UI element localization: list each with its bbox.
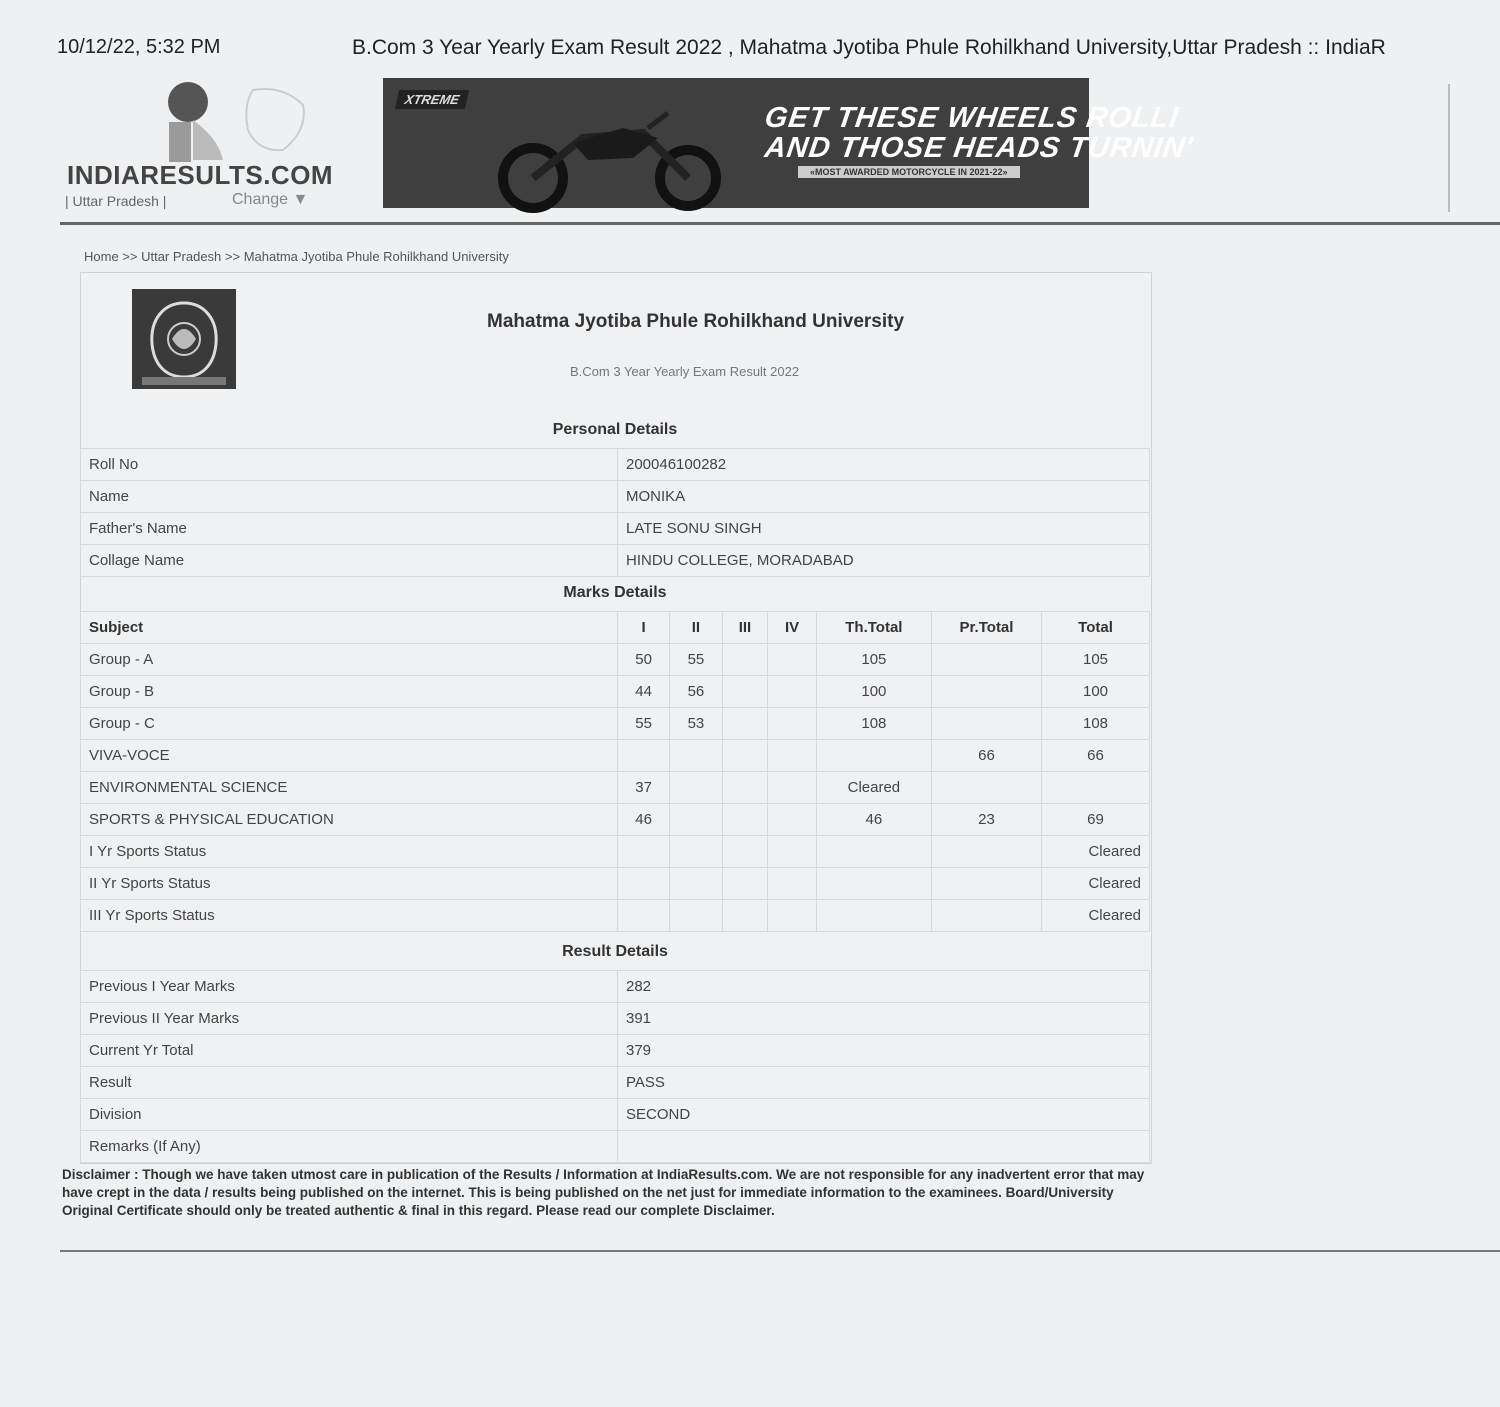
divider	[1448, 84, 1450, 212]
marks-cell: 46	[618, 804, 670, 836]
banner-headline-2: AND THOSE HEADS TURNIN'	[762, 132, 1196, 164]
marks-row	[81, 644, 1150, 676]
marks-cell	[618, 900, 670, 932]
current-state-label: | Uttar Pradesh |	[65, 193, 167, 209]
personal-detail-value: 200046100282	[618, 449, 1150, 481]
exam-name: B.Com 3 Year Yearly Exam Result 2022	[570, 364, 800, 379]
marks-cell: 53	[670, 708, 722, 740]
personal-detail-label: Father's Name	[81, 513, 618, 545]
banner-brand-logo: XTREME	[395, 90, 469, 109]
personal-detail-row	[81, 449, 1150, 481]
site-logo-text[interactable]: INDIARESULTS.COM	[67, 160, 334, 190]
marks-cell: 44	[618, 676, 670, 708]
personal-detail-value: MONIKA	[618, 481, 1150, 513]
result-details-heading: Result Details	[562, 943, 668, 960]
result-detail-row	[81, 1003, 1150, 1035]
marks-cell	[768, 804, 816, 836]
marks-cell	[722, 644, 768, 676]
result-detail-value: PASS	[618, 1067, 1150, 1099]
result-detail-value: 379	[618, 1035, 1150, 1067]
marks-cell	[722, 708, 768, 740]
marks-subject: ENVIRONMENTAL SCIENCE	[81, 772, 618, 804]
personal-details-heading: Personal Details	[552, 421, 678, 438]
marks-cell	[931, 644, 1041, 676]
result-detail-value: 391	[618, 1003, 1150, 1035]
personal-detail-row	[81, 481, 1150, 513]
result-detail-label: Remarks (If Any)	[81, 1131, 618, 1163]
marks-cell: Cleared	[1042, 868, 1150, 900]
marks-subject: I Yr Sports Status	[81, 836, 618, 868]
marks-cell	[931, 676, 1041, 708]
marks-cell	[670, 772, 722, 804]
marks-cell	[931, 868, 1041, 900]
marks-cell: 100	[816, 676, 931, 708]
result-detail-value	[618, 1131, 1150, 1163]
marks-cell	[670, 804, 722, 836]
marks-subject: Group - C	[81, 708, 618, 740]
marks-cell	[1042, 772, 1150, 804]
marks-cell	[768, 740, 816, 772]
marks-cell	[670, 868, 722, 900]
marks-cell	[722, 740, 768, 772]
marks-cell: 105	[1042, 644, 1150, 676]
result-details-table	[80, 970, 1150, 1163]
banner-tagline: «MOST AWARDED MOTORCYCLE IN 2021-22»	[798, 166, 1020, 178]
marks-details-table	[80, 611, 1150, 932]
marks-cell	[768, 836, 816, 868]
breadcrumb[interactable]: Home >> Uttar Pradesh >> Mahatma Jyotiba Phule Rohilkhand University	[84, 249, 509, 264]
result-detail-label: Current Yr Total	[81, 1035, 618, 1067]
marks-cell	[768, 676, 816, 708]
personal-detail-value: HINDU COLLEGE, MORADABAD	[618, 545, 1150, 577]
change-state-link[interactable]: Change ▼	[232, 191, 309, 208]
marks-cell: 46	[816, 804, 931, 836]
marks-column-header: Subject	[81, 612, 618, 644]
marks-cell	[768, 708, 816, 740]
result-detail-row	[81, 1099, 1150, 1131]
marks-cell: 50	[618, 644, 670, 676]
result-detail-row	[81, 1035, 1150, 1067]
marks-cell: 108	[816, 708, 931, 740]
result-detail-label: Result	[81, 1067, 618, 1099]
marks-subject: Group - B	[81, 676, 618, 708]
page-title: B.Com 3 Year Yearly Exam Result 2022 , Mahatma Jyotiba Phule Rohilkhand University,Uttar Pradesh :: IndiaR	[352, 36, 1386, 59]
marks-row	[81, 772, 1150, 804]
marks-cell: 55	[670, 644, 722, 676]
result-detail-label: Previous II Year Marks	[81, 1003, 618, 1035]
marks-subject: SPORTS & PHYSICAL EDUCATION	[81, 804, 618, 836]
marks-cell: Cleared	[1042, 836, 1150, 868]
marks-cell: 55	[618, 708, 670, 740]
personal-detail-label: Roll No	[81, 449, 618, 481]
marks-cell: 56	[670, 676, 722, 708]
personal-details-table	[80, 448, 1150, 577]
banner-headline-1: GET THESE WHEELS ROLLI	[762, 102, 1181, 134]
marks-subject: VIVA-VOCE	[81, 740, 618, 772]
result-detail-label: Previous I Year Marks	[81, 971, 618, 1003]
marks-subject: III Yr Sports Status	[81, 900, 618, 932]
marks-cell	[670, 836, 722, 868]
marks-details-heading: Marks Details	[563, 584, 667, 601]
marks-subject: II Yr Sports Status	[81, 868, 618, 900]
marks-subject: Group - A	[81, 644, 618, 676]
personal-detail-row	[81, 513, 1150, 545]
marks-cell	[670, 900, 722, 932]
marks-row	[81, 836, 1150, 868]
personal-detail-label: Name	[81, 481, 618, 513]
marks-row	[81, 676, 1150, 708]
marks-cell: 100	[1042, 676, 1150, 708]
marks-column-header: Th.Total	[816, 612, 931, 644]
marks-column-header: III	[722, 612, 768, 644]
marks-row	[81, 900, 1150, 932]
marks-cell	[768, 900, 816, 932]
result-detail-label: Division	[81, 1099, 618, 1131]
result-detail-value: SECOND	[618, 1099, 1150, 1131]
marks-cell	[816, 740, 931, 772]
marks-row	[81, 868, 1150, 900]
footer-divider	[60, 1250, 1500, 1252]
marks-cell	[722, 900, 768, 932]
marks-cell: 69	[1042, 804, 1150, 836]
personal-detail-row	[81, 545, 1150, 577]
marks-cell	[768, 644, 816, 676]
motorcycle-icon	[473, 98, 733, 208]
result-detail-row	[81, 1131, 1150, 1163]
result-detail-row	[81, 1067, 1150, 1099]
marks-cell	[768, 868, 816, 900]
marks-cell	[670, 740, 722, 772]
marks-column-header: Pr.Total	[931, 612, 1041, 644]
marks-cell	[722, 676, 768, 708]
marks-row	[81, 740, 1150, 772]
marks-cell: Cleared	[816, 772, 931, 804]
marks-cell	[722, 836, 768, 868]
personal-detail-label: Collage Name	[81, 545, 618, 577]
print-datetime: 10/12/22, 5:32 PM	[57, 36, 221, 58]
marks-cell	[931, 836, 1041, 868]
result-detail-value: 282	[618, 971, 1150, 1003]
marks-row	[81, 804, 1150, 836]
header-divider	[60, 222, 1500, 225]
marks-cell	[618, 868, 670, 900]
ad-banner[interactable]	[383, 78, 1196, 208]
marks-cell	[618, 740, 670, 772]
marks-cell: 105	[816, 644, 931, 676]
marks-column-header: II	[670, 612, 722, 644]
marks-row	[81, 708, 1150, 740]
marks-cell	[722, 804, 768, 836]
marks-cell: 66	[931, 740, 1041, 772]
marks-cell: 108	[1042, 708, 1150, 740]
disclaimer-text: Disclaimer : Though we have taken utmost care in publication of the Results / Information at IndiaResults.com. We are not responsible for any inadvertent error that may have crept in the data / results being published on the internet. This is being published on the net just for immediate information to the examinees. Board/University Original Certificate should only be treated authentic & final in this regard. Please read our complete Disclaimer.	[62, 1167, 1145, 1218]
marks-cell: 23	[931, 804, 1041, 836]
marks-cell	[722, 772, 768, 804]
marks-column-header: IV	[768, 612, 816, 644]
marks-cell	[816, 868, 931, 900]
marks-cell	[931, 900, 1041, 932]
marks-cell	[816, 900, 931, 932]
marks-cell: 37	[618, 772, 670, 804]
marks-column-header: Total	[1042, 612, 1150, 644]
marks-cell	[931, 708, 1041, 740]
university-seal-icon	[132, 289, 236, 389]
marks-cell: 66	[1042, 740, 1150, 772]
marks-column-header: I	[618, 612, 670, 644]
marks-cell	[618, 836, 670, 868]
personal-detail-value: LATE SONU SINGH	[618, 513, 1150, 545]
marks-cell	[722, 868, 768, 900]
indiaresults-logo-icon[interactable]	[163, 80, 313, 170]
marks-cell: Cleared	[1042, 900, 1150, 932]
marks-cell	[816, 836, 931, 868]
result-detail-row	[81, 971, 1150, 1003]
marks-cell	[931, 772, 1041, 804]
marks-cell	[768, 772, 816, 804]
university-name: Mahatma Jyotiba Phule Rohilkhand University	[487, 311, 905, 332]
